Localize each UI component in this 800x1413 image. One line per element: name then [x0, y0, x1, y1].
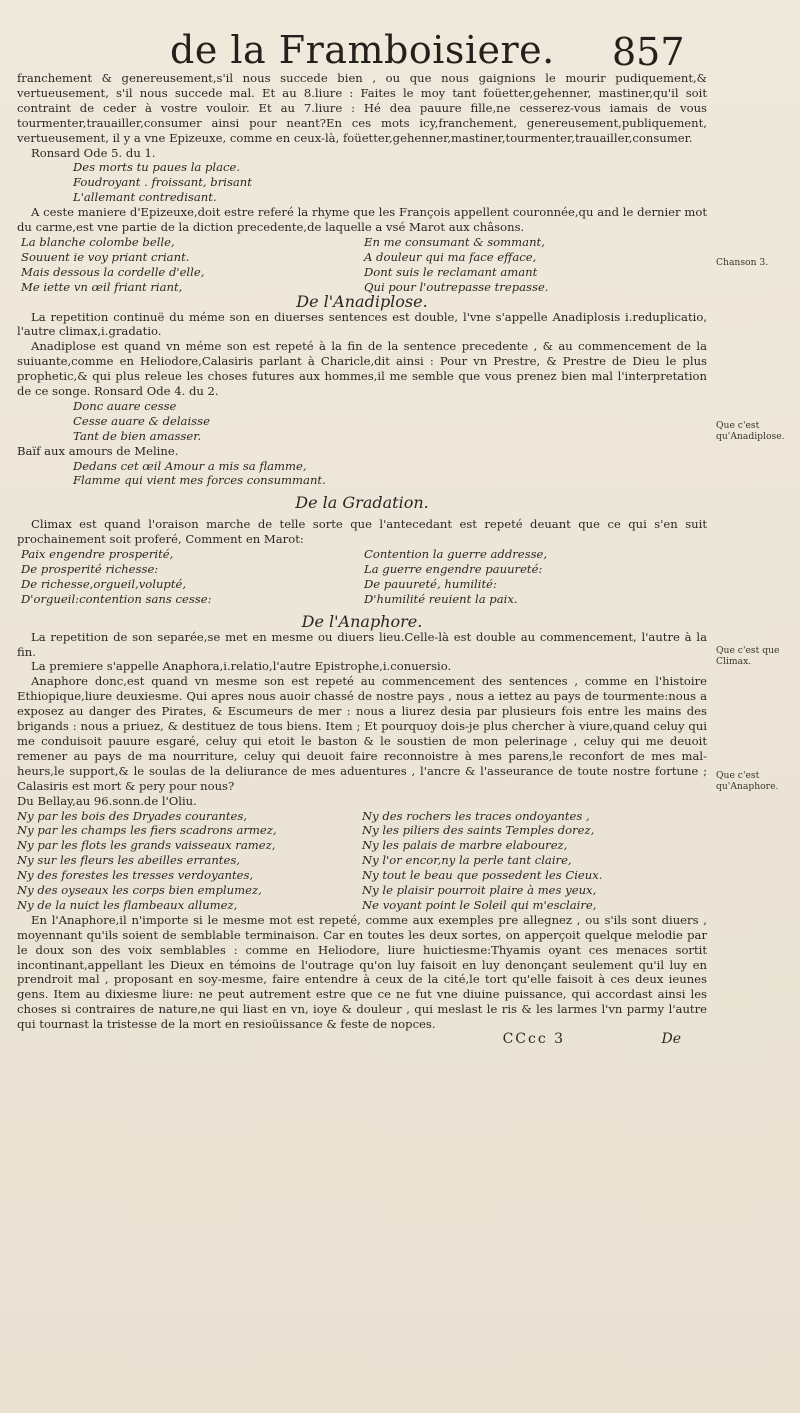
verse-line: De pauureté, humilité:: [364, 576, 497, 591]
verse-column-right: [362, 809, 707, 913]
verse-line: Ny l'or encor,ny la perle tant claire,: [362, 853, 572, 868]
signature-mark: CCcc 3: [502, 1031, 566, 1048]
verse-line: Qui pour l'outrepasse trepasse.: [364, 279, 549, 294]
verse-baif: [17, 459, 707, 489]
verse-ronsard-ode5: [17, 160, 707, 205]
page-number: 857: [612, 30, 685, 74]
verse-column-left: [21, 235, 364, 295]
verse-line: Ny les palais de marbre elabourez,: [362, 838, 568, 853]
verse-line: Ny par les flots les grands vaisseaux ramez,: [17, 838, 276, 853]
paragraph-climax: Climax est quand l'oraison marche de telle sorte que l'antecedant est repeté deuant que ce qui s'en suit prochainement soit proferé, Comment en Marot:: [17, 517, 707, 547]
verse-line: Dedans cet œil Amour a mis sa flamme,: [73, 458, 307, 473]
verse-line: Ny des forestes les tresses verdoyantes,: [17, 868, 254, 883]
verse-line: Cesse auare & delaisse: [73, 413, 210, 428]
signature-line: [17, 1032, 707, 1047]
margin-note-anadiplose: Que c'est qu'Anadiplose.: [716, 420, 785, 442]
section-heading-anaphore: De l'Anaphore.: [301, 611, 423, 631]
verse-line: Des morts tu paues la place.: [73, 160, 241, 175]
section-heading-gradation: De la Gradation.: [295, 493, 429, 513]
citation-baif: Baïf aux amours de Meline.: [17, 443, 179, 458]
verse-line: Contention la guerre addresse,: [364, 547, 548, 562]
verse-line: Flamme qui vient mes forces consummant.: [73, 473, 326, 488]
page-header: [0, 18, 800, 74]
paragraph-epizeuxe: franchement & genereusement,s'il nous succede bien , ou que nous gaignions le mourir pudiquement,& vertueusement, s'il nous succede mal. Et au 8.liure : Faites le moy tant foüetter,gehenner, mastiner,qu'il soit contraint de ceder à vostre vouloir. Et au 7.liure : Hé dea pauure fille,ne cesserez-vous iamais de vous tourmenter,trauailler,consumer ainsi pour neant?En ces mots icy,franchement, genereusement,publiquement, vertueusement, il y a vne Epizeuxe, comme en ceux-là, foüetter,gehenner,mastiner,tourmenter,trauailler,consumer.: [17, 71, 707, 145]
verse-line: Me iette vn œil friant riant,: [21, 279, 183, 294]
verse-column-left: [17, 809, 362, 913]
verse-line: Tant de bien amasser.: [73, 428, 202, 443]
verse-line: Mais dessous la cordelle d'elle,: [21, 264, 205, 279]
paragraph-repetition-separee: La repetition de son separée,se met en mesme ou diuers lieu.Celle-là est double au commencement, l'autre à la fin.: [17, 629, 707, 659]
section-heading-anadiplose: De l'Anadiplose.: [296, 291, 428, 311]
catchword: De: [661, 1031, 681, 1048]
verse-line: Ny sur les fleurs les abeilles errantes,: [17, 853, 240, 868]
verse-line: Ny par les champs les fiers scadrons armez,: [17, 823, 277, 838]
verse-line: Ny de la nuict les flambeaux allumez,: [17, 897, 238, 912]
paragraph-anaphore-heliodore: Anaphore donc,est quand vn mesme son est repeté au commencement des sentences , comme en l'histoire Ethiopique,liure deuxiesme. Qui apres nous auoir chassé de nostre pays , nous a iettez au pays de tourmente:nous a exposez au danger des Pirates, & Escumeurs de mer : nous a liurez desia par plusieurs fois entre les mains des brigands : nous a priuez, & destituez de tous biens. Item ; Et pourquoy dois-je plus chercher à viure,quand celuy qui me conduisoit pauure esgaré, celuy qui etoit le baston & le soustien de mon pelerinage , celuy qui me deuoit remener au pays de ma nourriture, celuy qui deuoit faire reconnoistre à mes parens,le reconfort de mes mal-heurs,le support,& le soulas de la deliurance de mes aduentures , l'ancre & l'asseurance de toute nostre fortune ; Calasiris est mort & pery pour nous?: [17, 674, 707, 793]
verse-line: Ny des rochers les traces ondoyantes ,: [362, 808, 590, 823]
verse-column-right: [364, 547, 707, 607]
verse-line: Ny des oyseaux les corps bien emplumez,: [17, 883, 262, 898]
citation-ronsard-ode5: Ronsard Ode 5. du 1.: [31, 145, 156, 160]
verse-line: De prosperité richesse:: [21, 562, 159, 576]
verse-line: Ny par les bois des Dryades courantes,: [17, 808, 248, 823]
paragraph-repetition: La repetition continuë du méme son en diuerses sentences est double, l'vne s'appelle Anadiplosis i.reduplicatio, l'autre climax,i.gradatio.: [17, 309, 707, 339]
verse-ronsard-ode4: [17, 399, 707, 444]
verse-du-bellay: [17, 809, 707, 913]
margin-note-climax: Que c'est que Climax.: [716, 645, 780, 667]
verse-line: Foudroyant . froissant, brisant: [73, 175, 252, 190]
verse-column-right: [364, 235, 707, 295]
margin-note-chanson: Chanson 3.: [716, 257, 769, 268]
verse-line: D'orgueil:contention sans cesse:: [21, 591, 212, 606]
verse-marot-chanson: [17, 235, 707, 295]
verse-line: Donc auare cesse: [73, 398, 177, 413]
verse-line: Ne voyant point le Soleil qui m'esclaire,: [362, 897, 597, 912]
verse-line: La blanche colombe belle,: [21, 234, 175, 249]
verse-line: D'humilité reuient la paix.: [364, 591, 518, 606]
citation-du-bellay: Du Bellay,au 96.sonn.de l'Oliu.: [17, 793, 197, 808]
verse-marot-climax: [17, 547, 707, 607]
verse-line: En me consumant & sommant,: [364, 234, 545, 249]
verse-line: Paix engendre prosperité,: [21, 547, 174, 562]
running-title: de la Framboisiere.: [170, 28, 555, 72]
margin-note-anaphore: Que c'est qu'Anaphore.: [716, 770, 779, 792]
verse-line: La guerre engendre pauureté:: [364, 562, 543, 576]
verse-column-left: [21, 547, 364, 607]
verse-line: Ny tout le beau que possedent les Cieux.: [362, 868, 603, 883]
verse-line: A douleur qui ma face efface,: [364, 249, 537, 264]
verse-line: Ny le plaisir pourroit plaire à mes yeux,: [362, 883, 597, 898]
paragraph-rime-couronnee: A ceste maniere d'Epizeuxe,doit estre referé la rhyme que les François appellent couronnée,qu and le dernier mot du carme,est vne partie de la diction precedente,de laquelle a vsé Marot aux châsons.: [17, 205, 707, 235]
paragraph-anaphore-terminaison: En l'Anaphore,il n'importe si le mesme mot est repeté, comme aux exemples pre allegnez , ou s'ils sont diuers , moyennant qu'ils soient de semblable terminaison. Car en toutes les deux sortes, on apperçoit quelque melodie par le doux son des voix semblables : comme en Heliodore, liure huictiesme:Thyamis oyant ces menaces sortit incontinant,appellant les Dieux en témoins de l'outrage qu'on luy faisoit en luy denonçant seulement qu'il luy en prendroit mal , proposant en soy-mesme, faire entendre à ceux de la cité,le tort qu'elle faisoit à ces deux ieunes gens. Item au dixiesme liure: ne peut autrement estre que ce ne fut vne diuine puissance, qui accordast ainsi les choses si contraires de nature,ne qui liast en vn, ioye & douleur , qui meslast le ris & les larmes l'vn parmy l'autre qui tournast la tristesse de la mort en resioüissance & feste de nopces.: [17, 912, 707, 1032]
verse-line: Souuent ie voy priant criant.: [21, 249, 190, 264]
verse-line: Ny les piliers des saints Temples dorez,: [362, 823, 595, 838]
verse-line: De richesse,orgueil,volupté,: [21, 576, 187, 591]
paragraph-anadiplose: Anadiplose est quand vn méme son est repeté à la fin de la sentence precedente , & au commencement de la suiuante,comme en Heliodore,Calasiris parlant à Charicle,dit ainsi : Pour vn Prestre, & Prestre de Dieu le plus prophetic,& qui plus releue les choses futures aux hommes,il me semble que vous prenez bien mal l'interpretation de ce songe. Ronsard Ode 4. du 2.: [17, 339, 707, 399]
verse-line: L'allemant contredisant.: [73, 190, 217, 205]
paragraph-anaphora-definition: La premiere s'appelle Anaphora,i.relatio,l'autre Epistrophe,i.conuersio.: [31, 659, 452, 674]
body-text: [17, 71, 707, 1047]
verse-line: Dont suis le reclamant amant: [364, 264, 538, 279]
